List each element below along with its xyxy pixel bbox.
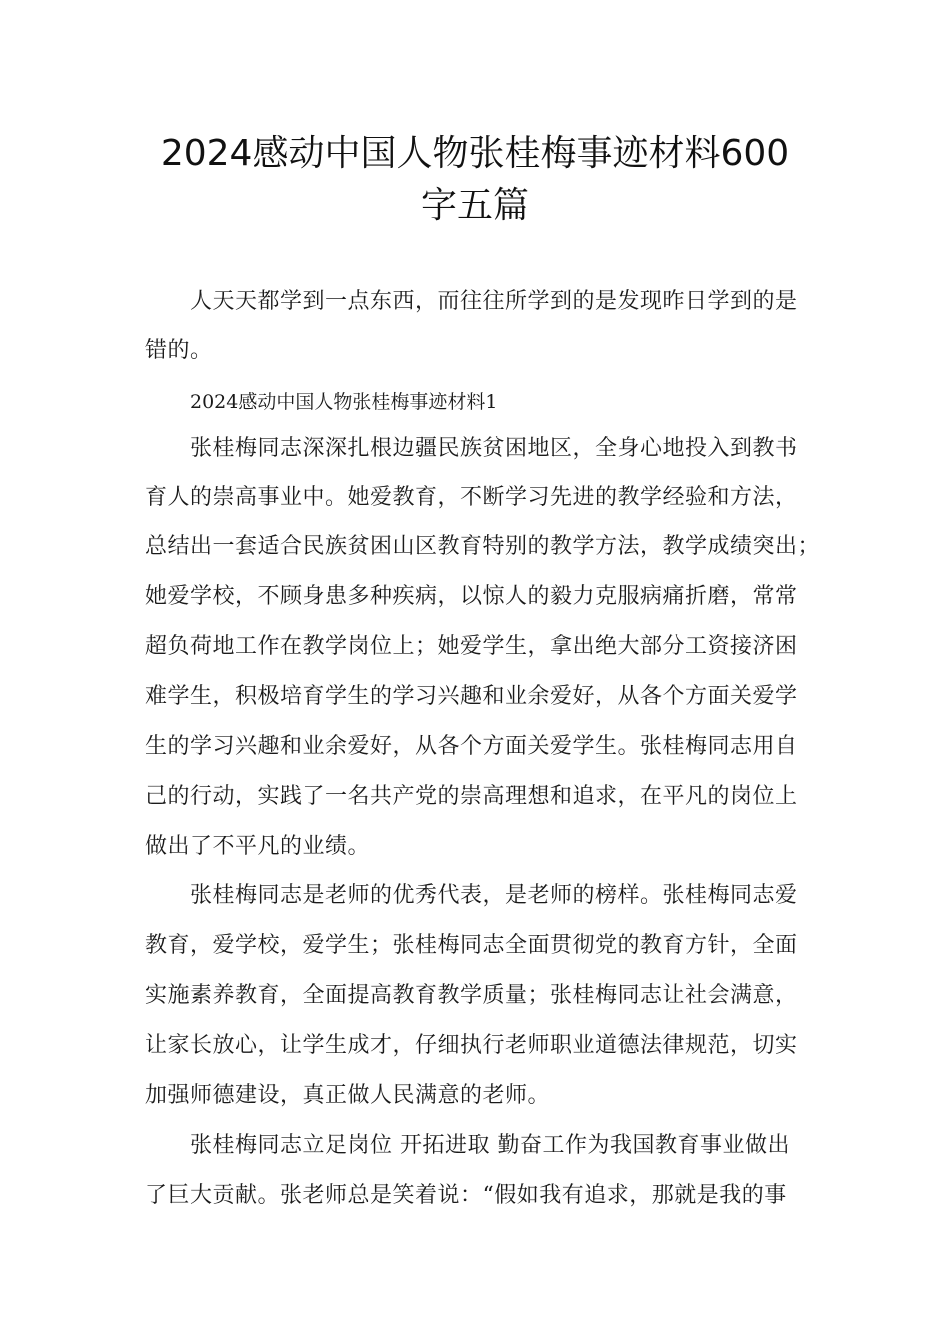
paragraph-line: 她爱学校，不顾身患多种疾病，以惊人的毅力克服病痛折磨，常常: [145, 584, 798, 609]
paragraph-line: 总结出一套适合民族贫困山区教育特别的教学方法，教学成绩突出；: [145, 534, 821, 559]
title-line-2: 字五篇: [420, 185, 529, 226]
intro-text-line: 错的。: [145, 338, 213, 363]
paragraph-line: 让家长放心，让学生成才，仔细执行老师职业道德法律规范，切实: [145, 1033, 798, 1058]
paragraph-line: 生的学习兴趣和业余爱好，从各个方面关爱学生。张桂梅同志用自: [145, 734, 798, 759]
paragraph-line: 做出了不平凡的业绩。: [145, 834, 371, 859]
paragraph-line: 实施素养教育，全面提高教育教学质量；张桂梅同志让社会满意，: [145, 983, 798, 1008]
paragraph-line: 加强师德建设，真正做人民满意的老师。: [145, 1083, 551, 1108]
paragraph-line: 张桂梅同志立足岗位 开拓进取 勤奋工作为我国教育事业做出: [190, 1133, 790, 1158]
paragraph-line: 了巨大贡献。张老师总是笑着说：“假如我有追求，那就是我的事: [145, 1183, 787, 1208]
document-title: [110, 128, 840, 232]
section-heading: 2024感动中国人物张桂梅事迹材料1: [190, 391, 498, 413]
paragraph-line: 育人的崇高事业中。她爱教育，不断学习先进的教学经验和方法，: [145, 485, 798, 510]
paragraph-line: 超负荷地工作在教学岗位上；她爱学生，拿出绝大部分工资接济困: [145, 634, 798, 659]
title-line-1: 2024感动中国人物张桂梅事迹材料600: [160, 133, 790, 174]
paragraph-line: 难学生，积极培育学生的学习兴趣和业余爱好，从各个方面关爱学: [145, 684, 798, 709]
paragraph-line: 己的行动，实践了一名共产党的崇高理想和追求，在平凡的岗位上: [145, 784, 798, 809]
intro-text-line: 人天天都学到一点东西，而往往所学到的是发现昨日学到的是: [190, 289, 798, 314]
paragraph-line: 张桂梅同志深深扎根边疆民族贫困地区，全身心地投入到教书: [190, 436, 798, 461]
paragraph-line: 教育，爱学校，爱学生；张桂梅同志全面贯彻党的教育方针，全面: [145, 933, 798, 958]
paragraph-line: 张桂梅同志是老师的优秀代表，是老师的榜样。张桂梅同志爱: [190, 883, 798, 908]
